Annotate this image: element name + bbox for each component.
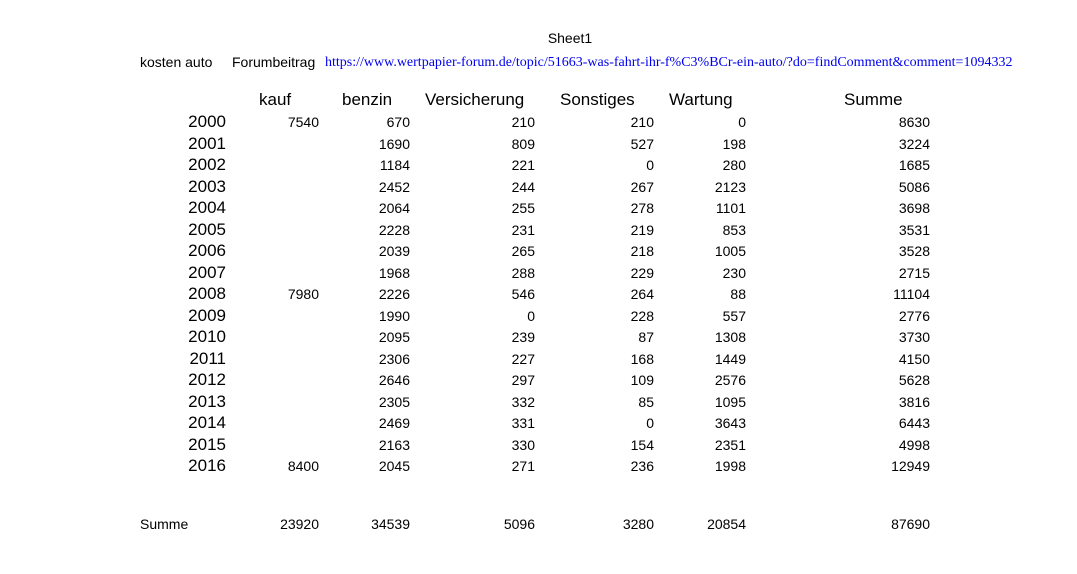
cell-summe: 5086 — [898, 178, 930, 195]
totals-versicherung: 5096 — [503, 516, 535, 532]
table-row — [0, 327, 1077, 348]
totals-summe: 87690 — [891, 516, 930, 532]
cell-summe: 2776 — [898, 307, 930, 324]
table-row — [0, 413, 1077, 434]
cell-benzin: 2469 — [378, 415, 410, 431]
cell-sonstiges: 218 — [630, 243, 654, 259]
cell-wartung: 1449 — [714, 350, 746, 367]
cell-wartung: 280 — [722, 157, 746, 173]
cell-versicherung: 227 — [511, 350, 535, 367]
cell-sonstiges: 229 — [630, 264, 654, 281]
cell-versicherung: 271 — [511, 458, 535, 474]
cell-kauf: 8400 — [287, 458, 319, 474]
row-year: 2015 — [188, 434, 226, 454]
cell-wartung: 557 — [722, 307, 746, 324]
row-year: 2005 — [188, 219, 226, 239]
cell-sonstiges: 228 — [630, 307, 654, 324]
cell-wartung: 198 — [722, 135, 746, 152]
cell-benzin: 1184 — [379, 157, 410, 173]
header-sonstiges: Sonstiges — [560, 90, 635, 109]
row-year: 2004 — [188, 198, 226, 217]
sheet-title: Sheet1 — [547, 30, 593, 46]
table-row — [0, 263, 1077, 284]
cell-benzin: 2646 — [378, 372, 410, 388]
totals-kauf: 23920 — [280, 516, 319, 532]
cell-benzin: 2306 — [378, 350, 410, 367]
cell-wartung: 0 — [738, 114, 746, 130]
cell-wartung: 2351 — [714, 436, 746, 453]
row-year: 2016 — [188, 456, 226, 475]
table-row — [0, 177, 1077, 198]
totals-label: Summe — [140, 516, 189, 532]
cell-sonstiges: 0 — [646, 157, 654, 173]
cell-wartung: 3643 — [714, 415, 746, 431]
cell-benzin: 2045 — [378, 458, 410, 474]
header-wartung: Wartung — [669, 90, 733, 109]
cell-wartung: 853 — [722, 221, 746, 238]
cell-sonstiges: 527 — [630, 135, 654, 152]
table-row — [0, 370, 1077, 391]
cell-kauf: 7540 — [287, 114, 319, 130]
header-versicherung: Versicherung — [425, 90, 525, 109]
row-year: 2012 — [188, 370, 226, 389]
cell-benzin: 2095 — [378, 329, 410, 345]
cell-summe: 4150 — [898, 350, 930, 367]
row-year: 2001 — [188, 133, 226, 153]
cell-versicherung: 332 — [511, 393, 535, 410]
cell-sonstiges: 236 — [630, 458, 654, 474]
cell-versicherung: 809 — [511, 135, 535, 152]
cell-sonstiges: 264 — [630, 286, 654, 302]
table-row — [0, 349, 1077, 370]
cell-wartung: 1095 — [714, 393, 746, 410]
cell-benzin: 2039 — [378, 243, 410, 259]
cell-summe: 12949 — [891, 458, 930, 474]
cell-summe: 3730 — [898, 329, 930, 345]
cell-versicherung: 231 — [511, 221, 535, 238]
totals-row — [0, 514, 1077, 535]
cell-summe: 3698 — [898, 200, 930, 216]
cell-benzin: 670 — [386, 114, 410, 130]
row-year: 2006 — [188, 241, 226, 260]
header-summe: Summe — [844, 90, 903, 109]
cell-wartung: 1308 — [714, 329, 746, 345]
row-year: 2000 — [188, 112, 226, 131]
table-row — [0, 112, 1077, 133]
row-year: 2010 — [188, 327, 226, 346]
totals-sonstiges: 3280 — [622, 516, 654, 532]
row-year: 2013 — [188, 391, 226, 411]
row-year: 2007 — [188, 262, 226, 282]
table-row — [0, 241, 1077, 262]
cell-wartung: 1005 — [714, 243, 746, 259]
table-row — [0, 306, 1077, 327]
cell-versicherung: 221 — [511, 157, 535, 173]
cell-wartung: 230 — [722, 264, 746, 281]
cell-wartung: 88 — [730, 286, 746, 302]
cell-benzin: 2228 — [378, 221, 410, 238]
cell-wartung: 1101 — [715, 200, 746, 216]
table-row — [0, 284, 1077, 305]
cell-sonstiges: 278 — [630, 200, 654, 216]
cell-benzin: 2226 — [378, 286, 410, 302]
cell-sonstiges: 87 — [638, 329, 654, 345]
cell-versicherung: 331 — [511, 415, 535, 431]
cell-summe: 5628 — [898, 372, 930, 388]
cell-benzin: 2305 — [378, 393, 410, 410]
table-row — [0, 435, 1077, 456]
cell-versicherung: 210 — [511, 114, 535, 130]
cell-benzin: 2163 — [378, 436, 410, 453]
cell-summe: 3816 — [898, 393, 930, 410]
cell-versicherung: 0 — [527, 307, 535, 324]
cell-versicherung: 330 — [511, 436, 535, 453]
cell-wartung: 2576 — [714, 372, 746, 388]
header-benzin: benzin — [342, 90, 393, 109]
cell-sonstiges: 219 — [630, 221, 654, 238]
table-row — [0, 392, 1077, 413]
cell-summe: 2715 — [898, 264, 930, 281]
row-year: 2011 — [189, 348, 226, 368]
row-year: 2008 — [188, 284, 226, 303]
cell-summe: 11104 — [893, 286, 930, 302]
cell-versicherung: 244 — [511, 178, 535, 195]
row-year: 2002 — [188, 155, 226, 174]
cell-benzin: 1990 — [378, 307, 410, 324]
table-row — [0, 198, 1077, 219]
cell-benzin: 1968 — [378, 264, 410, 281]
cell-benzin: 2064 — [378, 200, 410, 216]
cell-versicherung: 297 — [511, 372, 535, 388]
sheet-caption: kosten auto — [140, 54, 213, 70]
forum-link[interactable]: https://www.wertpapier-forum.de/topic/51663-was-fahrt-ihr-f%C3%BCr-ein-auto/?do=findComment&comment=1094332 — [325, 55, 1013, 70]
row-year: 2009 — [188, 305, 226, 325]
cell-sonstiges: 267 — [630, 178, 654, 195]
row-year: 2003 — [188, 176, 226, 196]
table-row — [0, 456, 1077, 477]
table-row — [0, 220, 1077, 241]
header-kauf: kauf — [259, 90, 292, 109]
cell-summe: 4998 — [898, 436, 930, 453]
cell-sonstiges: 168 — [630, 350, 654, 367]
cell-benzin: 2452 — [378, 178, 410, 195]
cell-benzin: 1690 — [378, 135, 410, 152]
cell-sonstiges: 85 — [638, 393, 654, 410]
cell-summe: 3528 — [898, 243, 930, 259]
table-row — [0, 155, 1077, 176]
cell-summe: 3224 — [898, 135, 930, 152]
cell-summe: 3531 — [898, 221, 930, 238]
cell-versicherung: 288 — [511, 264, 535, 281]
cell-summe: 8630 — [898, 114, 930, 130]
cell-versicherung: 265 — [511, 243, 535, 259]
totals-wartung: 20854 — [707, 516, 746, 532]
cell-sonstiges: 154 — [630, 436, 654, 453]
cell-summe: 6443 — [898, 415, 930, 431]
cell-sonstiges: 109 — [630, 372, 654, 388]
cell-sonstiges: 0 — [646, 415, 654, 431]
cell-wartung: 1998 — [714, 458, 746, 474]
cell-sonstiges: 210 — [630, 114, 654, 130]
table-row — [0, 134, 1077, 155]
cell-summe: 1685 — [898, 157, 930, 173]
cell-versicherung: 255 — [511, 200, 535, 216]
cell-kauf: 7980 — [287, 286, 319, 302]
cell-versicherung: 546 — [511, 286, 535, 302]
cell-wartung: 2123 — [714, 178, 746, 195]
cell-versicherung: 239 — [511, 329, 535, 345]
forum-label: Forumbeitrag — [232, 54, 316, 70]
totals-benzin: 34539 — [371, 516, 410, 532]
row-year: 2014 — [188, 413, 226, 432]
